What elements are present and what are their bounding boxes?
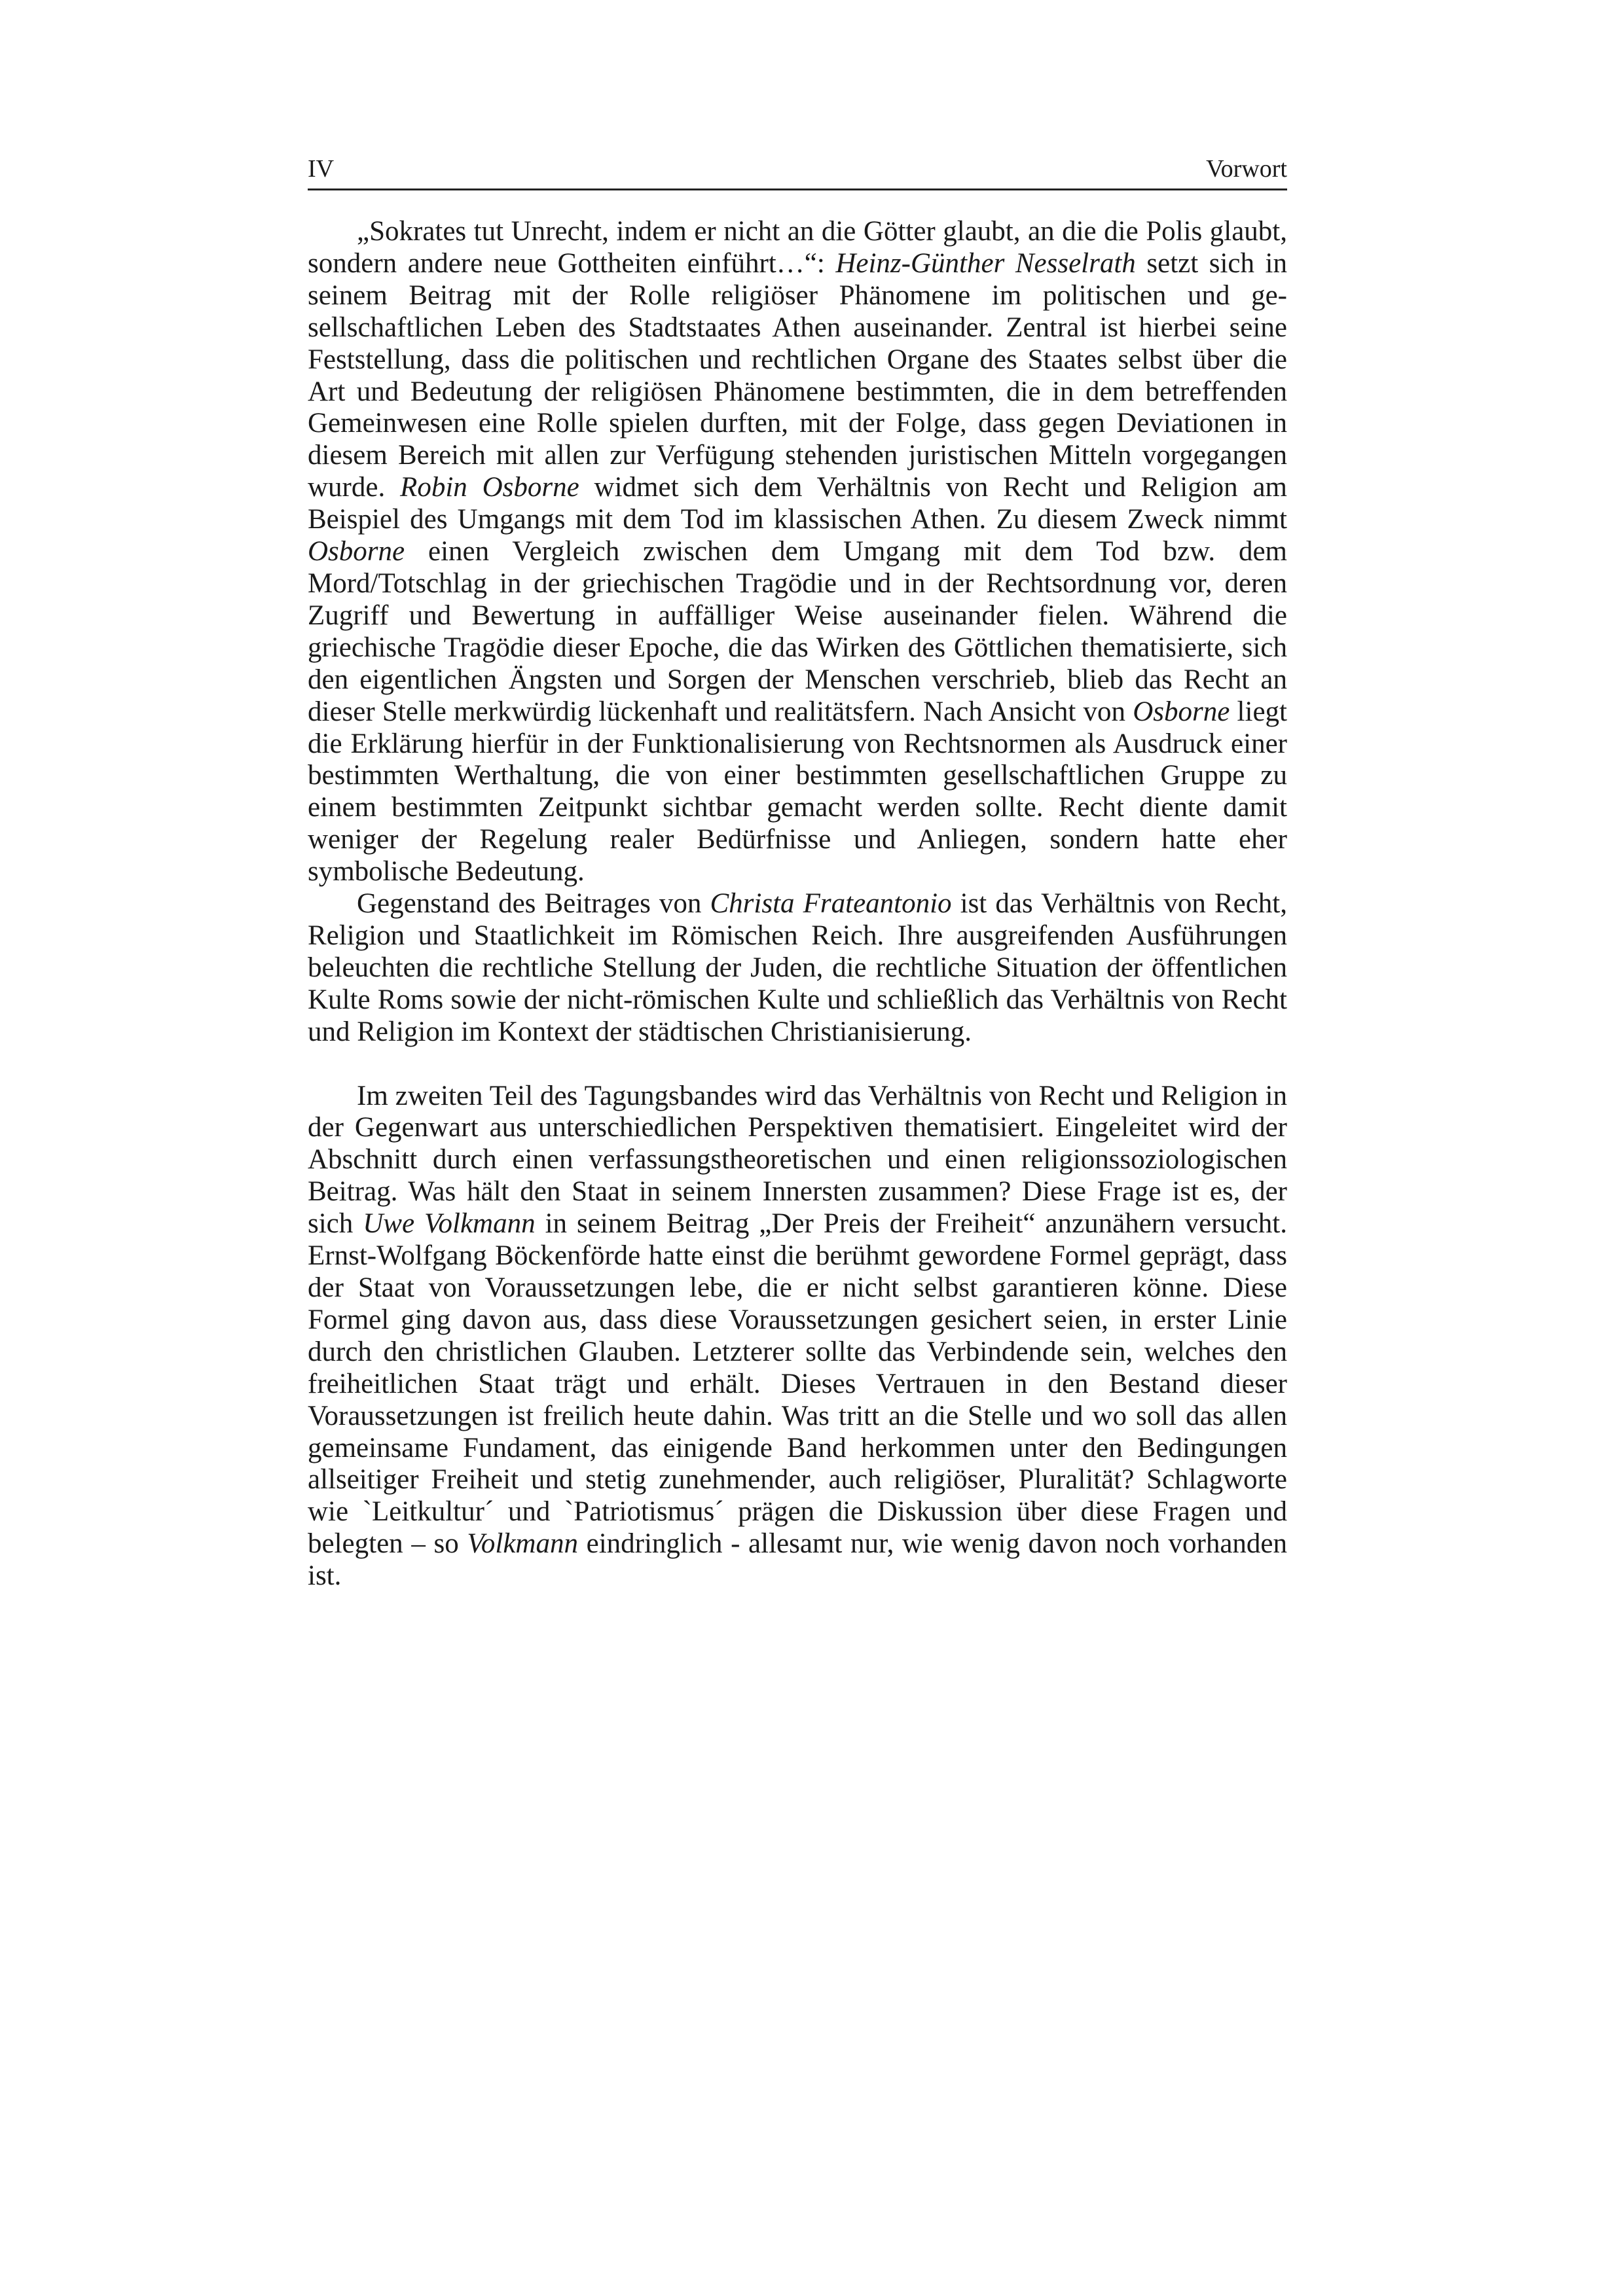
- text-segment: Gegenstand des Beitrages von: [357, 888, 710, 920]
- text-segment: ist das Verhältnis von Recht, Religion und Staatlichkeit im Römischen Reich. Ihre ausgreifenden Ausführungen beleuchten die rechtliche Stellung der Juden, die rechtliche Situation der öffentlichen Kulte Roms sowie der nicht-römischen Kulte und schließlich das Verhältnis von Recht und Religion im Kontext der städtischen Christianisierung.: [308, 888, 1287, 1047]
- author-name: Uwe Volkmann: [363, 1208, 536, 1240]
- paragraph-3: [308, 1081, 1287, 1593]
- author-name: Volkmann: [467, 1528, 578, 1560]
- page-number: IV: [308, 155, 335, 183]
- text-segment: widmet sich dem Verhältnis von Recht und Religion am Beispiel des Umgangs mit dem Tod im klassischen Athen. Zu diesem Zweck nimmt: [308, 472, 1287, 535]
- running-head: [308, 149, 1287, 190]
- body-text: [308, 216, 1287, 1592]
- text-segment: eindringlich - allesamt nur, wie wenig davon noch vorhanden ist.: [308, 1528, 1287, 1592]
- author-name: Christa Frateantonio: [710, 888, 952, 920]
- author-name: Heinz-Günther Nesselrath: [835, 247, 1136, 279]
- author-name: Osborne: [1133, 696, 1230, 727]
- paragraph-2: [308, 888, 1287, 1049]
- text-segment: in seinem Beitrag „Der Preis der Freiheit“ anzunähern versucht. Ernst-Wolfgang Böckenförde hatte einst die berühmt gewordene Formel geprägt, dass der Staat von Voraussetzungen lebe, die er nicht selbst garantieren könne. Diese Formel ging davon aus, dass diese Voraussetzungen gesichert seien, in erster Linie durch den christlichen Glauben. Letzterer sollte das Verbindende sein, welches den freiheitlichen Staat trägt und erhält. Dieses Vertrauen in den Bestand dieser Voraussetzungen ist freilich heute dahin. Was tritt an die Stelle und wo soll das allen gemeinsame Fundament, das einigende Band herkommen unter den Bedingungen allseitiger Freiheit und stetig zunehmender, auch religiöser, Pluralität? Schlagworte wie `Leitkultur´ und `Patriotismus´ prägen die Diskussion über diese Fragen und belegten – so: [308, 1208, 1287, 1560]
- author-name: Osborne: [308, 536, 405, 567]
- section-title: Vorwort: [1206, 155, 1287, 183]
- text-segment: setzt sich in seinem Beitrag mit der Rolle religiöser Phänomene im politischen und gesellschaftlichen Leben des Stadtstaates Athen auseinander. Zentral ist hierbei seine Feststellung, dass die politischen und rechtlichen Organe des Staates selbst über die Art und Bedeutung der religiösen Phänomene bestimmten, die in dem betreffenden Gemeinwesen eine Rolle spielen durften, mit der Folge, dass gegen Deviationen in diesem Bereich mit allen zur Verfügung stehenden juristischen Mitteln vorgegangen wurde.: [308, 247, 1288, 503]
- paragraph-1: [308, 216, 1287, 888]
- text-segment: „Sokrates tut Unrecht, indem er nicht an die Götter glaubt, an die die Polis glaubt, sondern andere neue Gottheiten einführt…“:: [308, 216, 1287, 279]
- text-segment: liegt die Erklärung hierfür in der Funktionalisierung von Rechtsnormen als Ausdruck einer bestimmten Werthaltung, die von einer bestimmten gesellschaftlichen Gruppe zu einem bestimmten Zeitpunkt sichtbar gemacht werden sollte. Recht diente damit weniger der Regelung realer Bedürfnisse und Anliegen, sondern hatte eher symbolische Bedeutung.: [308, 696, 1287, 888]
- author-name: Robin Osborne: [400, 472, 579, 503]
- text-segment: einen Vergleich zwischen dem Umgang mit dem Tod bzw. dem Mord/Totschlag in der griechischen Tragödie und in der Rechtsordnung vor, deren Zugriff und Bewertung in auffälliger Weise auseinander fielen. Während die griechische Tragödie dieser Epoche, die das Wirken des Göttlichen thematisierte, sich den eigentlichen Ängsten und Sorgen der Menschen verschrieb, blieb das Recht an dieser Stelle merkwürdig lückenhaft und realitätsfern. Nach Ansicht von: [308, 536, 1287, 727]
- text-segment: Im zweiten Teil des Tagungsbandes wird das Verhältnis von Recht und Religion in der Gegenwart aus unterschiedlichen Perspektiven thematisiert. Eingeleitet wird der Abschnitt durch einen verfassungstheoretischen und einen religionssoziologischen Beitrag. Was hält den Staat in seinem Innersten zusammen? Diese Frage ist es, der sich: [308, 1080, 1287, 1240]
